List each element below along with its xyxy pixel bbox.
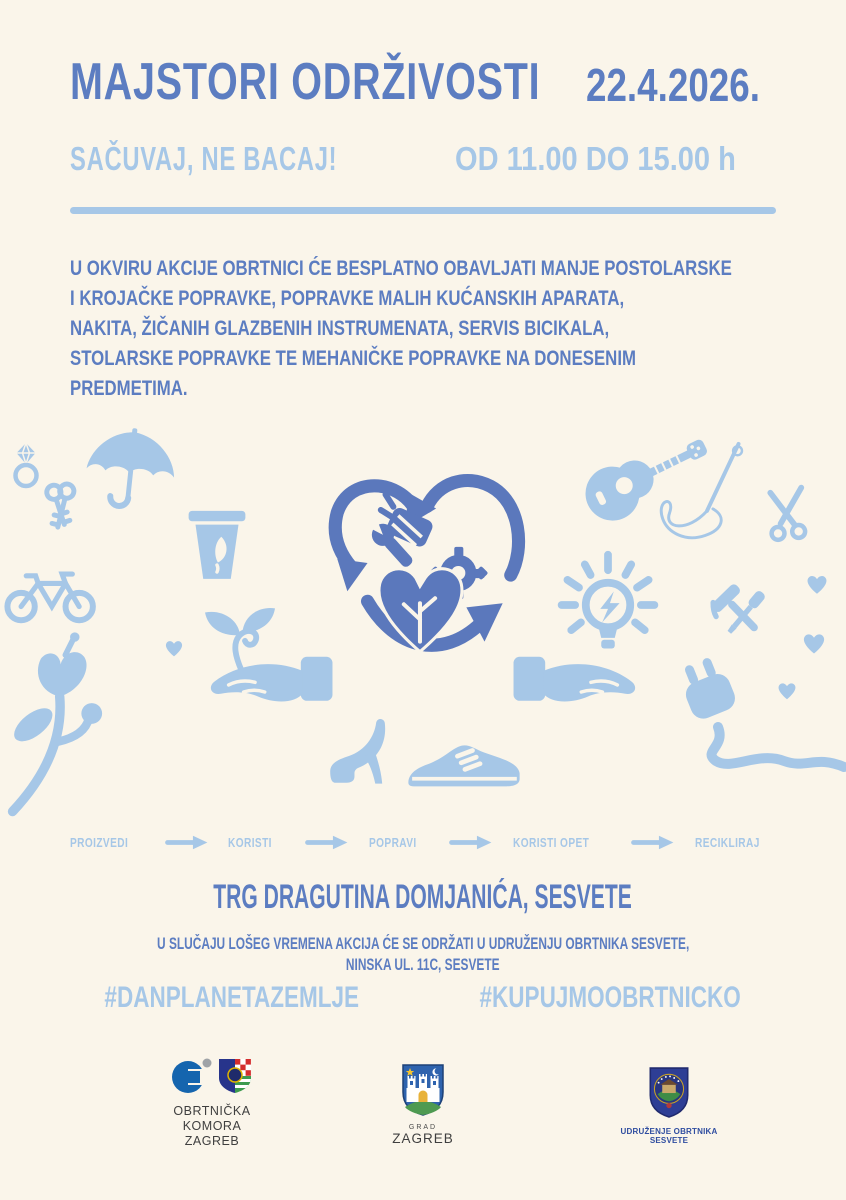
needle-thread-icon [650, 438, 766, 566]
logo-udruzenje-obrtnika-sesvete [610, 1066, 728, 1145]
lifecycle-step: KORISTI [228, 835, 273, 850]
divider-line [70, 207, 776, 214]
description-text [70, 254, 732, 404]
hashtag: #DANPLANETAZEMLJE [104, 981, 359, 1014]
flower-icon [5, 623, 137, 819]
scissors-icon [760, 476, 818, 556]
heart-icon [162, 636, 186, 660]
bicycle-icon [4, 556, 98, 628]
arrow-right-icon [630, 834, 676, 851]
sesvete-badge-icon [648, 1066, 690, 1118]
shoe-icon [402, 726, 526, 792]
event-date: 22.4.2026. [586, 59, 760, 111]
umbrella-icon [80, 426, 180, 526]
lightbulb-icon [550, 546, 666, 664]
okz-logo-icon [171, 1056, 253, 1094]
description-line: U OKVIRU AKCIJE OBRTNICI ĆE BESPLATNO OBAVLJATI MANJE POSTOLARSKE [70, 257, 732, 280]
venue-title: TRG DRAGUTINA DOMJANIĆA, SESVETE [213, 878, 633, 916]
rain-notice [0, 933, 846, 975]
lifecycle-step: PROIZVEDI [70, 835, 129, 850]
high-heel-icon [324, 716, 404, 794]
rain-notice-line: U SLUČAJU LOŠEG VREMENA AKCIJA ĆE SE ODRŽATI U UDRUŽENJU OBRTNIKA SESVETE, [156, 934, 690, 953]
slogan: SAČUVAJ, NE BACAJ! [70, 140, 338, 177]
heart-icon [802, 570, 832, 598]
heart-icon [774, 678, 800, 703]
arrow-right-icon [164, 834, 210, 851]
description-line: NAKITA, ŽIČANIH GLAZBENIH INSTRUMENATA, SERVIS BICIKALA, [70, 317, 610, 340]
coffee-cup-icon [180, 498, 254, 584]
sesvete-label: UDRUŽENJE OBRTNIKA SESVETE [620, 1127, 718, 1145]
illustration-band [0, 420, 846, 820]
keys-icon [36, 478, 84, 538]
hashtags [0, 981, 846, 1015]
arrow-right-icon [448, 834, 494, 851]
okz-label-line: ZAGREB [184, 1134, 240, 1148]
description-line: PREDMETIMA. [70, 377, 188, 400]
lifecycle-step: RECIKLIRAJ [694, 835, 760, 850]
lifecycle-flow [70, 834, 778, 851]
zagreb-label-small: GRAD [408, 1124, 438, 1131]
description-line: I KROJAČKE POPRAVKE, POPRAVKE MALIH KUĆANSKIH APARATA, [70, 287, 625, 310]
rain-notice-line: NINSKA UL. 11C, SESVETE [346, 955, 500, 974]
logo-obrtnicka-komora-zagreb [152, 1056, 272, 1149]
heart-recycle-icon [307, 450, 539, 687]
description-line: STOLARSKE POPRAVKE TE MEHANIČKE POPRAVKE NA DONESENIM [70, 347, 636, 370]
logo-grad-zagreb [378, 1062, 468, 1146]
hashtag: #KUPUJMOOBRTNICKO [479, 981, 741, 1014]
tools-icon [704, 578, 782, 654]
zagreb-label: ZAGREB [392, 1131, 454, 1146]
arrow-right-icon [304, 834, 350, 851]
event-time: OD 11.00 DO 15.00 h [455, 140, 736, 177]
plug-icon [666, 655, 846, 780]
heart-icon [798, 628, 830, 658]
lifecycle-step: POPRAVI [368, 835, 417, 850]
okz-label-line: KOMORA [182, 1119, 242, 1133]
page-title: MAJSTORI ODRŽIVOSTI [70, 53, 541, 111]
lifecycle-step: KORISTI OPET [513, 835, 590, 850]
zagreb-coat-of-arms-icon [400, 1062, 446, 1116]
okz-label-line: OBRTNIČKA [173, 1104, 251, 1118]
